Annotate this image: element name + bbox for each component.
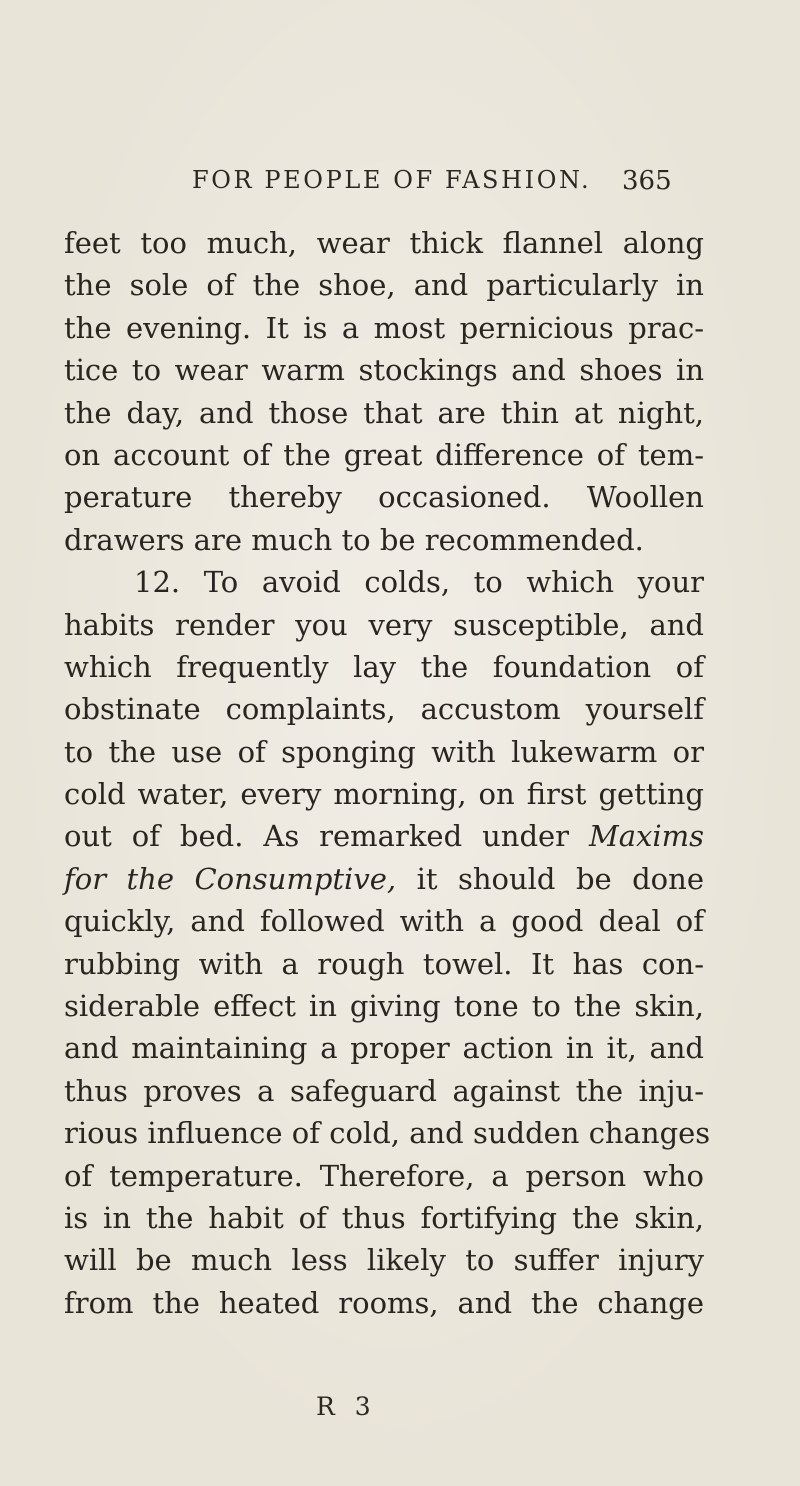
italic-title: Maxims bbox=[589, 819, 704, 854]
text-line: feet too much, wear thick flannel along bbox=[64, 226, 704, 260]
page-number: 365 bbox=[622, 166, 672, 196]
text-line: to the use of sponging with lukewarm or bbox=[64, 734, 704, 769]
text-line: drawers are much to be recommended. bbox=[64, 522, 644, 557]
text-line: on account of the great difference of tem- bbox=[64, 437, 704, 472]
text-line: quickly, and followed with a good deal of bbox=[64, 904, 704, 939]
running-head bbox=[0, 166, 800, 206]
italic-title-continued: for the Consumptive, bbox=[64, 861, 397, 896]
text-line: the evening. It is a most pernicious prac- bbox=[64, 310, 704, 345]
text-line-with-italic bbox=[64, 858, 704, 900]
text-line: rubbing with a rough towel. It has con- bbox=[64, 946, 704, 981]
text-line: tice to wear warm stockings and shoes in bbox=[64, 353, 704, 388]
signature-mark: R 3 bbox=[316, 1392, 377, 1421]
text-line: siderable effect in giving tone to the skin, bbox=[64, 989, 704, 1024]
text-line: rious influence of cold, and sudden changes bbox=[64, 1116, 711, 1151]
text-line: thus proves a safeguard against the inju- bbox=[64, 1073, 704, 1108]
text-line: and maintaining a proper action in it, and bbox=[64, 1031, 704, 1066]
text-line: habits render you very susceptible, and bbox=[64, 607, 704, 642]
text-line: is in the habit of thus fortifying the skin, bbox=[64, 1200, 704, 1235]
text-line: of temperature. Therefore, a person who bbox=[64, 1158, 704, 1193]
text-line: from the heated rooms, and the change bbox=[64, 1285, 704, 1320]
text-line: the day, and those that are thin at night, bbox=[64, 395, 704, 430]
text-line-with-italic bbox=[64, 815, 704, 857]
text-line: the sole of the shoe, and particularly in bbox=[64, 268, 704, 303]
paragraph-start-line: 12. To avoid colds, to which your bbox=[134, 565, 704, 600]
text-line: will be much less likely to suffer injury bbox=[64, 1243, 704, 1278]
text-line: obstinate complaints, accustom yourself bbox=[64, 692, 704, 727]
text-segment: out of bed. As remarked under bbox=[64, 819, 589, 854]
text-line: which frequently lay the foundation of bbox=[64, 649, 704, 684]
body-text bbox=[64, 222, 711, 1324]
text-line: cold water, every morning, on first getting bbox=[64, 777, 704, 812]
text-line: perature thereby occasioned. Woollen bbox=[64, 480, 704, 515]
text-segment: it should be done bbox=[396, 861, 704, 896]
running-title: FOR PEOPLE OF FASHION. bbox=[192, 166, 592, 194]
